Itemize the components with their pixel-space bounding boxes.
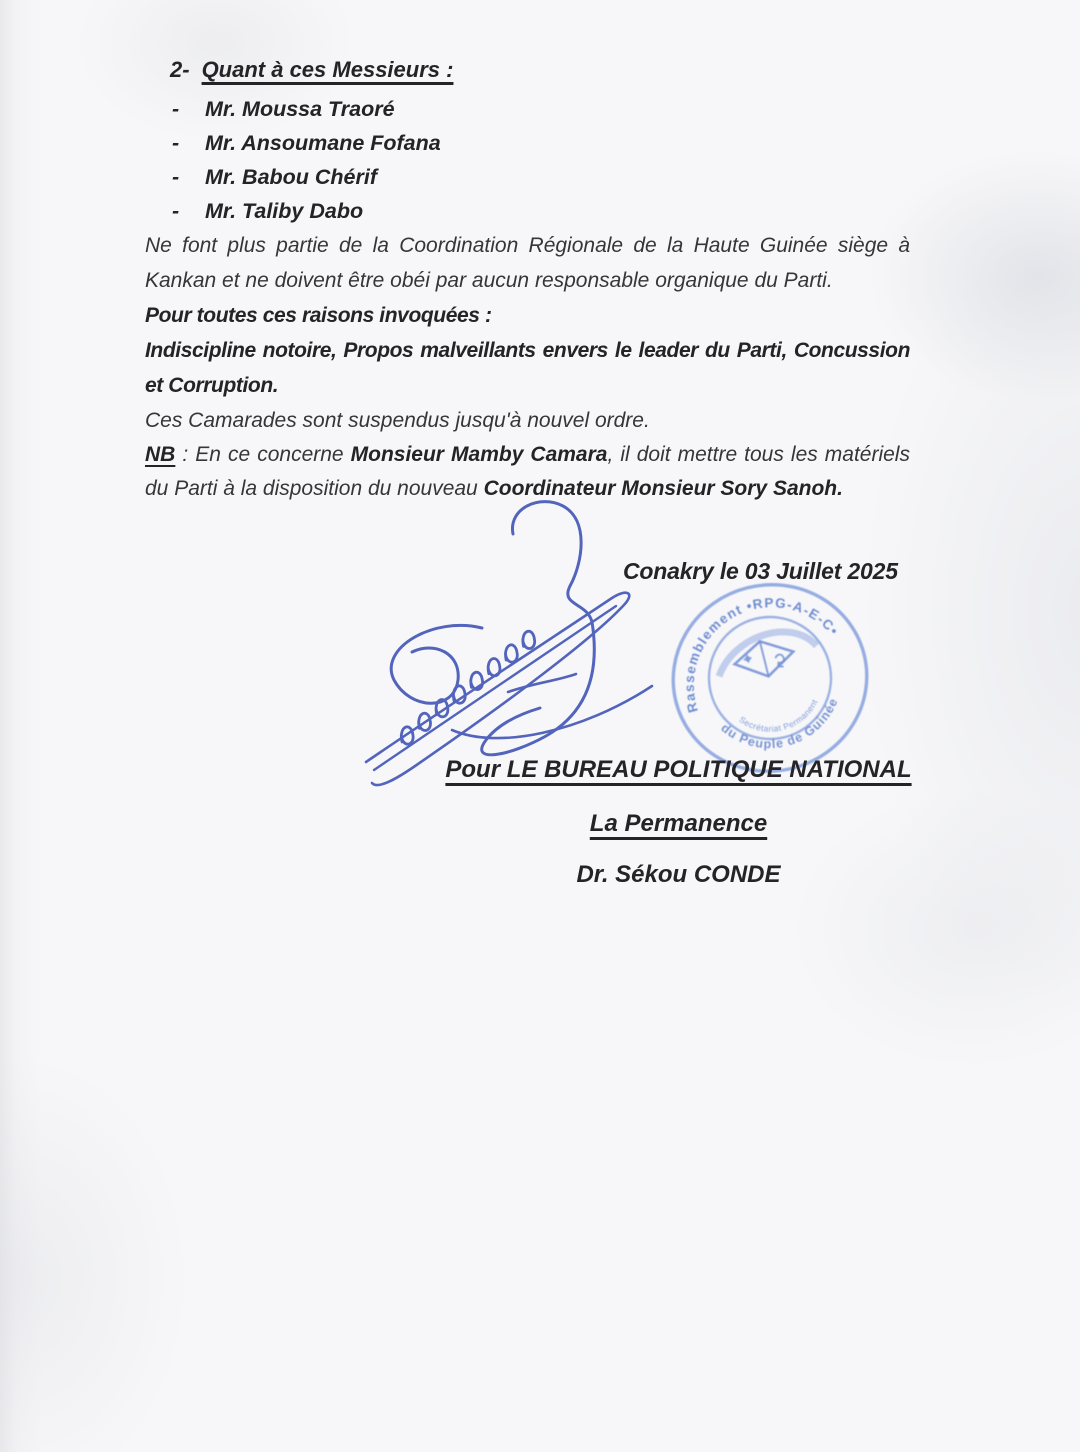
list-item-text: Mr. Taliby Dabo: [205, 199, 364, 223]
signature-ink: [350, 500, 670, 800]
paragraph-suspension: Ces Camarades sont suspendus jusqu'à nouvel ordre.: [145, 409, 650, 432]
stamp-arc-bottom-text: du Peuple de Guinée: [718, 695, 841, 752]
nb-bold-name: Monsieur Mamby Camara: [350, 443, 608, 466]
nb-text: En ce concerne: [195, 443, 351, 466]
list-item: [145, 194, 910, 228]
list-item: [145, 126, 910, 160]
closing-line-bureau: Pour LE BUREAU POLITIQUE NATIONAL: [445, 756, 912, 783]
exclusion-line2: Kankan et ne doivent être obéi par aucun responsable organique du Parti.: [145, 269, 833, 292]
stamp-inner-text: Secrétariat Permanent: [737, 697, 820, 734]
paragraph-nb: [145, 438, 910, 506]
list-dash: -: [172, 131, 180, 155]
closing-line-permanence: La Permanence: [589, 810, 768, 837]
signature-area: [145, 518, 910, 928]
suspended-members-list: [145, 92, 910, 228]
list-item-text: Mr. Moussa Traoré: [205, 97, 395, 121]
closing-line-name: Dr. Sékou CONDE: [576, 861, 781, 888]
paragraph-reasons: [145, 333, 910, 403]
list-item-text: Mr. Babou Chérif: [205, 165, 378, 189]
list-item-text: Mr. Ansoumane Fofana: [205, 131, 441, 155]
nb-line1: [145, 438, 910, 472]
reasons-line2: et Corruption.: [145, 374, 279, 397]
paragraph-exclusion: [145, 228, 910, 298]
list-dash: -: [172, 199, 180, 223]
nb-bold-coordinator: Coordinateur Monsieur Sory Sanoh.: [483, 477, 843, 500]
nb-label: NB: [145, 443, 176, 466]
section-heading: [170, 52, 910, 88]
paragraph-reasons-intro: Pour toutes ces raisons invoquées :: [145, 304, 492, 327]
heading-title: Quant à ces Messieurs :: [201, 57, 454, 82]
list-dash: -: [172, 97, 180, 121]
exclusion-line1: Ne font plus partie de la Coordination Régionale de la Haute Guinée siège à: [145, 234, 910, 257]
nb-text: du Parti à la disposition du nouveau: [145, 477, 484, 500]
heading-number: 2-: [170, 57, 190, 82]
document-content: [145, 0, 910, 928]
nb-text: , il doit mettre tous les matériels: [607, 443, 910, 466]
reasons-line1: Indiscipline notoire, Propos malveillants envers le leader du Parti, Concussion: [145, 339, 910, 362]
official-stamp: [663, 576, 878, 786]
date-line: Conakry le 03 Juillet 2025: [623, 558, 898, 584]
list-item: [145, 92, 910, 126]
stamp-arc-top-text: Rassemblement •RPG-A-E-C•: [681, 595, 842, 715]
list-dash: -: [172, 165, 180, 189]
nb-separator: :: [175, 443, 196, 466]
list-item: [145, 160, 910, 194]
